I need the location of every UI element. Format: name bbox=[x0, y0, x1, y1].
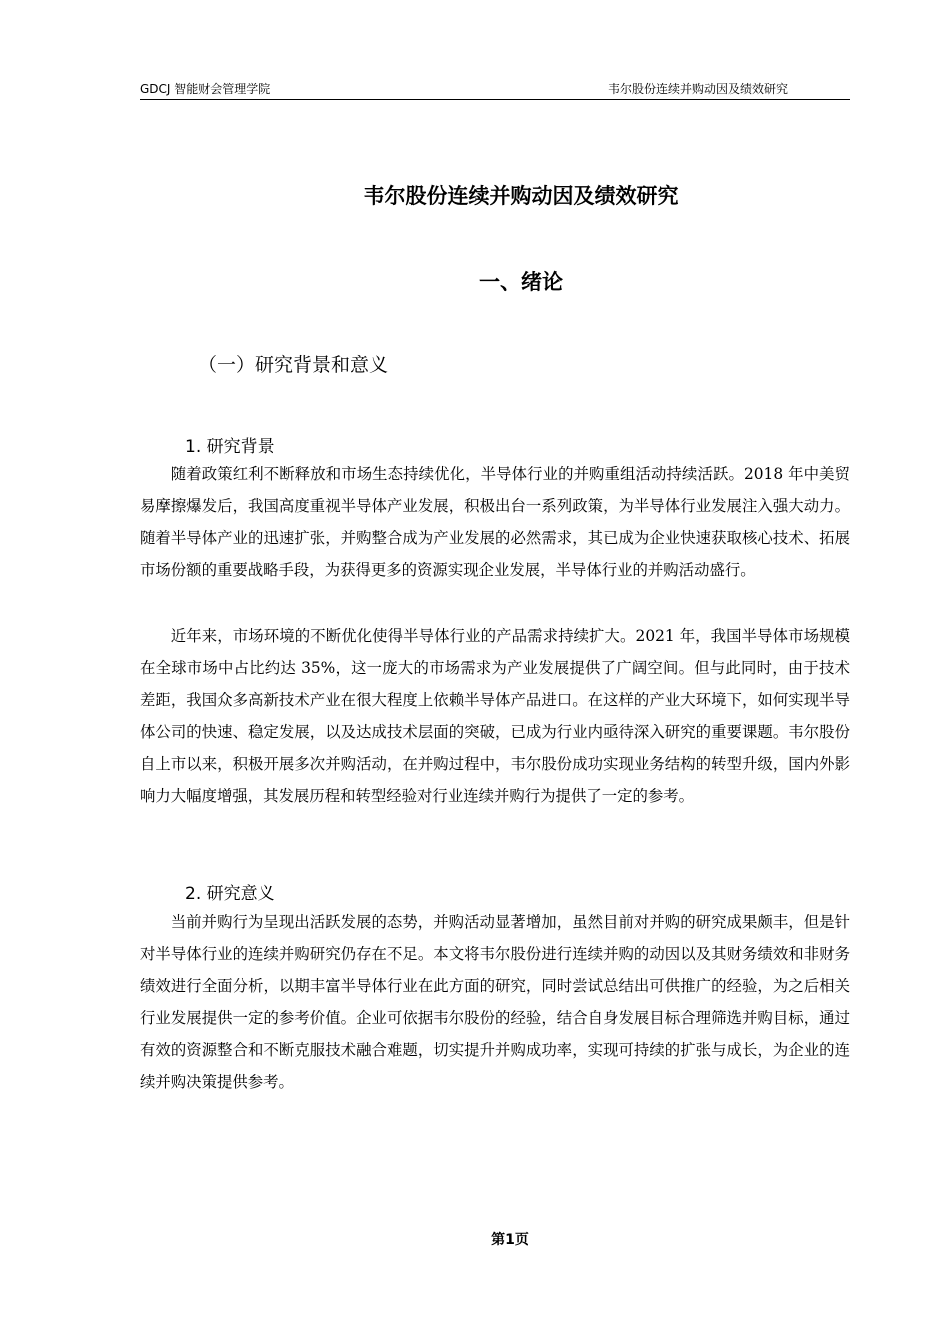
page-number: 第1页 bbox=[491, 1232, 529, 1248]
paragraph-background-1: 随着政策红利不断释放和市场生态持续优化，半导体行业的并购重组活动持续活跃。2018 年中美贸易摩擦爆发后，我国高度重视半导体产业发展，积极出台一系列政策，为半导体行业发展注入强大动力。随着半导体产业的迅速扩张，并购整合成为产业发展的必然需求，其已成为企业快速获取核心技术、拓展市场份额的重要战略手段，为获得更多的资源实现企业发展，半导体行业的并购活动盛行。 bbox=[140, 465, 850, 579]
paragraph-significance: 当前并购行为呈现出活跃发展的态势，并购活动显著增加，虽然目前对并购的研究成果颇丰，但是针对半导体行业的连续并购研究仍存在不足。本文将韦尔股份进行连续并购的动因以及其财务绩效和非财务绩效进行全面分析，以期丰富半导体行业在此方面的研究，同时尝试总结出可供推广的经验，为之后相关行业发展提供一定的参考价值。企业可依据韦尔股份的经验，结合自身发展目标合理筛选并购目标，通过有效的资源整合和不断克服技术融合难题，切实提升并购成功率，实现可持续的扩张与成长，为企业的连续并购决策提供参考。 bbox=[140, 913, 850, 1091]
document-title: 韦尔股份连续并购动因及绩效研究 bbox=[363, 184, 679, 208]
paragraph-background-2: 近年来，市场环境的不断优化使得半导体行业的产品需求持续扩大。2021 年，我国半导体市场规模在全球市场中占比约达 35%，这一庞大的市场需求为产业发展提供了广阔空间。但与此同时，由于技术差距，我国众多高新技术产业在很大程度上依赖半导体产品进口。在这样的产业大环境下，如何实现半导体公司的快速、稳定发展，以及达成技术层面的突破，已成为行业内亟待深入研究的重要课题。韦尔股份自上市以来，积极开展多次并购活动，在并购过程中，韦尔股份成功实现业务结构的转型升级，国内外影响力大幅度增强，其发展历程和转型经验对行业连续并购行为提供了一定的参考。 bbox=[140, 627, 850, 805]
chapter-heading: 一、绪论 bbox=[479, 270, 563, 294]
subsection-heading-significance: 2. 研究意义 bbox=[185, 884, 275, 904]
header-institution: GDCJ 智能财会管理学院 bbox=[140, 82, 271, 96]
header-document-title: 韦尔股份连续并购动因及绩效研究 bbox=[607, 82, 788, 96]
page-header bbox=[140, 78, 850, 100]
subsection-heading-background: 1. 研究背景 bbox=[185, 437, 275, 457]
section-heading: （一）研究背景和意义 bbox=[198, 354, 389, 376]
